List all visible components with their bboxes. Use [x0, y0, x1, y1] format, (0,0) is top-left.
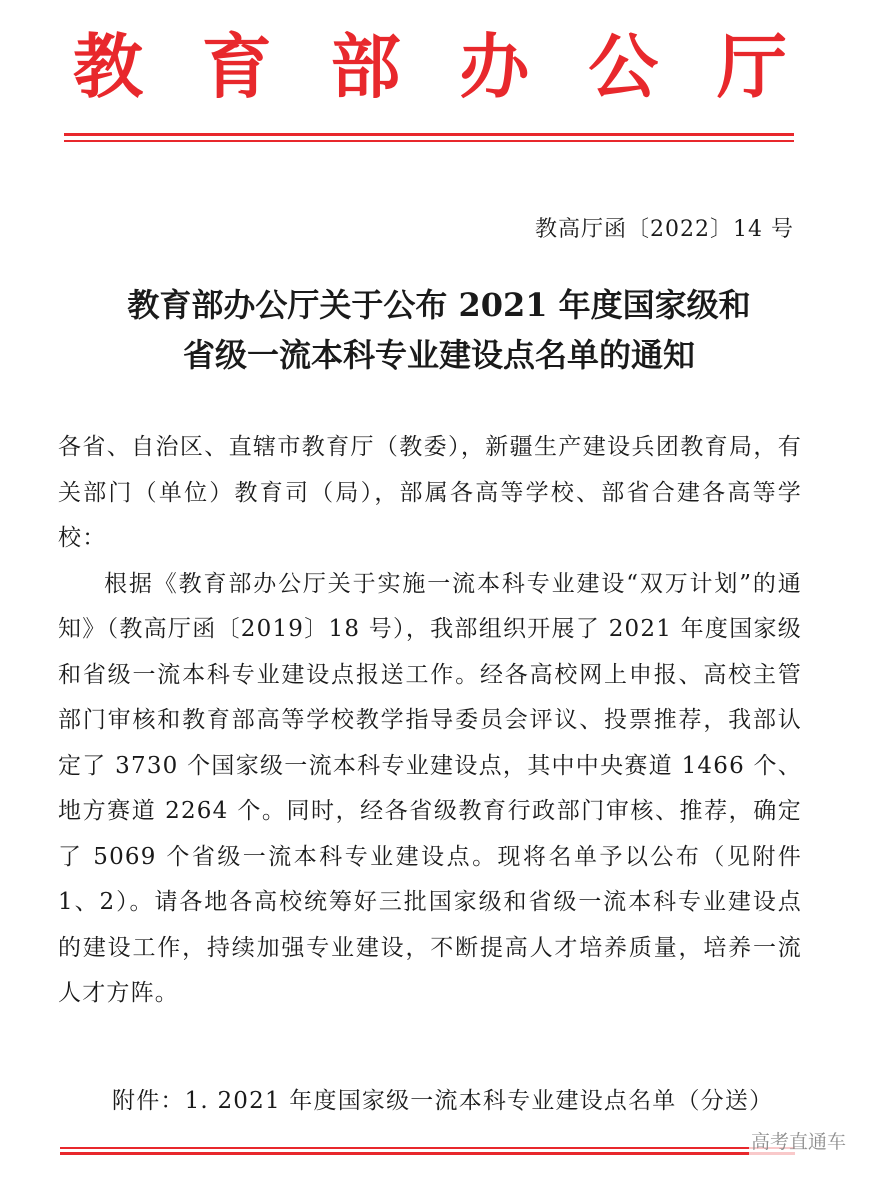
letterhead-char: 厅 — [716, 25, 787, 108]
body-paragraph: 根据《教育部办公厅关于实施一流本科专业建设“双万计划”的通知》（教高厅函〔2019〕18 号），我部组织开展了 2021 年度国家级和省级一流本科专业建设点报送工作。经各高校网上申报、高校主管部门审核和教育部高等学校教学指导委员会评议、投票推荐，我部认定了 3730 个国家级一流本科专业建设点，其中中央赛道 1466 个、地方赛道 2264 个。同时，经各省级教育行政部门审核、推荐，确定了 5069 个省级一流本科专业建设点。现将名单予以公布（见附件 1、2）。请各地各高校统筹好三批国家级和省级一流本科专业建设点的建设工作，持续加强专业建设，不断提高人才培养质量，培养一流人才方阵。 — [58, 570, 802, 1006]
title-line-1: 教育部办公厅关于公布 2021 年度国家级和 — [127, 286, 751, 324]
letterhead-divider-thin — [64, 140, 794, 142]
salutation: 各省、自治区、直辖市教育厅（教委），新疆生产建设兵团教育局，有关部门（单位）教育司（局），部属各高等学校、部省合建各高等学校： — [58, 434, 802, 551]
document-title — [40, 280, 838, 380]
footer-divider-thin — [60, 1147, 795, 1149]
letterhead-char: 公 — [588, 25, 659, 108]
letterhead-char: 部 — [330, 25, 401, 108]
letterhead-char: 育 — [201, 25, 272, 108]
document-number: 教高厅函〔2022〕14 号 — [535, 217, 794, 242]
footer-divider — [60, 1152, 795, 1155]
document-body — [58, 425, 802, 1017]
letterhead-divider — [64, 133, 794, 136]
attachment-line: 附件：1. 2021 年度国家级一流本科专业建设点名单（分送） — [112, 1088, 774, 1114]
letterhead-char: 教 — [73, 25, 143, 108]
letterhead-char: 办 — [459, 25, 530, 108]
title-line-2: 省级一流本科专业建设点名单的通知 — [182, 336, 695, 374]
letterhead — [60, 22, 800, 112]
watermark: 高考直通车 — [749, 1128, 848, 1156]
